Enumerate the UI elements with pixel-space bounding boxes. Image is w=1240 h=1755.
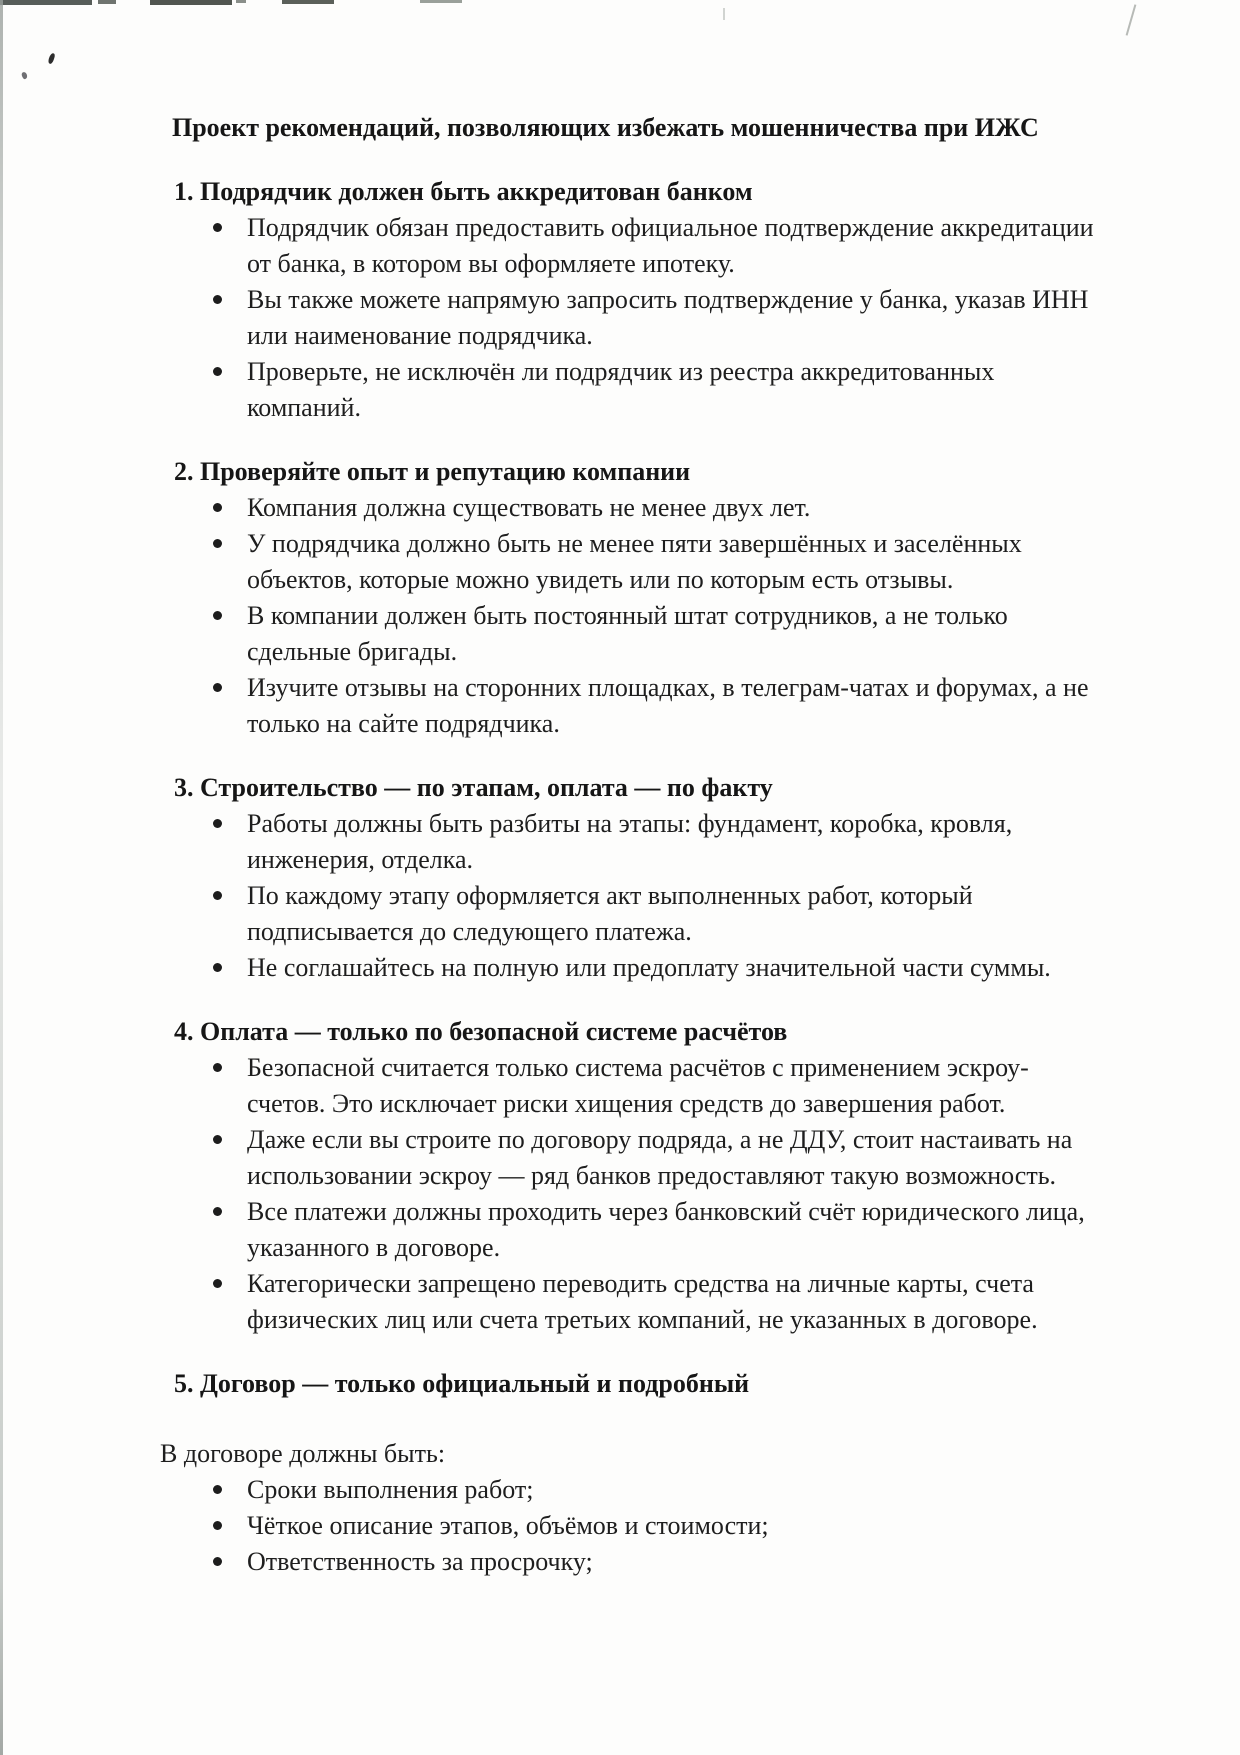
bullet-item: Компания должна существовать не менее двух лет. [247, 490, 1107, 526]
bullet-item: Категорически запрещено переводить средства на личные карты, счета физических лиц или счета третьих компаний, не указанных в договоре. [247, 1266, 1107, 1338]
bullet-list [160, 210, 1107, 426]
bullet-list [160, 806, 1107, 986]
bullet-item: Не соглашайтесь на полную или предоплату значительной части суммы. [247, 950, 1107, 986]
document-title: Проект рекомендаций, позволяющих избежать мошенничества при ИЖС [172, 113, 1039, 142]
bullet-list [160, 1472, 1107, 1580]
document-section [160, 770, 1170, 986]
document-section [160, 1014, 1170, 1338]
document-section [160, 1366, 1170, 1580]
bullet-item: У подрядчика должно быть не менее пяти завершённых и заселённых объектов, которые можно увидеть или по которым есть отзывы. [247, 526, 1107, 598]
bullet-item: Работы должны быть разбиты на этапы: фундамент, коробка, кровля, инженерия, отделка. [247, 806, 1107, 878]
bullet-item: Даже если вы строите по договору подряда, а не ДДУ, стоит настаивать на использовании эскроу — ряд банков предоставляют такую возможность. [247, 1122, 1107, 1194]
document-sections [160, 174, 1170, 1580]
bullet-item: Проверьте, не исключён ли подрядчик из реестра аккредитованных компаний. [247, 354, 1107, 426]
section-heading: 4. Оплата — только по безопасной системе расчётов [174, 1017, 788, 1046]
section-heading: 3. Строительство — по этапам, оплата — по факту [174, 773, 773, 802]
document-section [160, 174, 1170, 426]
bullet-item: Вы также можете напрямую запросить подтверждение у банка, указав ИНН или наименование подрядчика. [247, 282, 1107, 354]
bullet-item: Изучите отзывы на сторонних площадках, в телеграм-чатах и форумах, а не только на сайте подрядчика. [247, 670, 1107, 742]
bullet-item: В компании должен быть постоянный штат сотрудников, а не только сдельные бригады. [247, 598, 1107, 670]
section-heading: 2. Проверяйте опыт и репутацию компании [174, 457, 691, 486]
bullet-item: Безопасной считается только система расчётов с применением эскроу-счетов. Это исключает риски хищения средств до завершения работ. [247, 1050, 1107, 1122]
document-section [160, 454, 1170, 742]
section-lead: В договоре должны быть: [160, 1439, 446, 1468]
section-heading: 1. Подрядчик должен быть аккредитован банком [174, 177, 753, 206]
bullet-item: Подрядчик обязан предоставить официальное подтверждение аккредитации от банка, в котором вы оформляете ипотеку. [247, 210, 1107, 282]
section-heading: 5. Договор — только официальный и подробный [174, 1369, 750, 1398]
bullet-list [160, 490, 1107, 742]
bullet-item: Ответственность за просрочку; [247, 1544, 1107, 1580]
bullet-item: Сроки выполнения работ; [247, 1472, 1107, 1508]
bullet-item: Все платежи должны проходить через банковский счёт юридического лица, указанного в договоре. [247, 1194, 1107, 1266]
bullet-item: По каждому этапу оформляется акт выполненных работ, который подписывается до следующего платежа. [247, 878, 1107, 950]
bullet-list [160, 1050, 1107, 1338]
bullet-item: Чёткое описание этапов, объёмов и стоимости; [247, 1508, 1107, 1544]
